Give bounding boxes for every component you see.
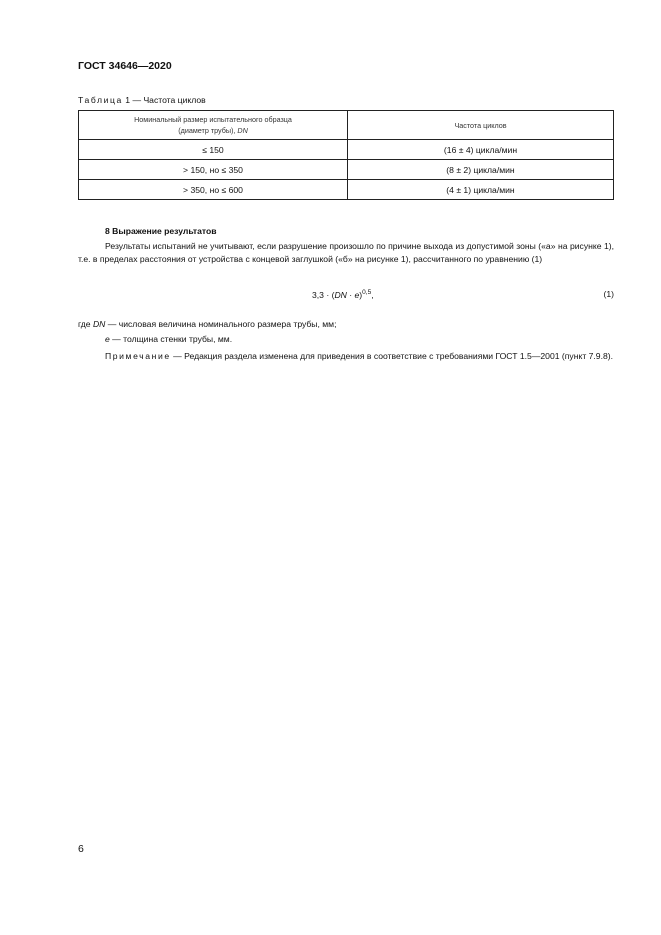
note [78,350,614,363]
equation-number: (1) [603,289,614,299]
table-cell-frequency: (8 ± 2) цикла/мин [348,160,614,180]
table-row [79,140,614,160]
page-number: 6 [78,843,84,855]
table-cell-frequency: (16 ± 4) цикла/мин [348,140,614,160]
table-caption [78,95,206,105]
table-cell-size: ≤ 150 [79,140,348,160]
table-caption-label: Таблица [78,95,123,105]
table-cell-frequency: (4 ± 1) цикла/мин [348,180,614,200]
section-title: 8 Выражение результатов [105,226,217,236]
section-paragraph: Результаты испытаний не учитывают, если разрушение произошло по причине выхода из допустимой зоны («а» на рисунке 1), т.е. в пределах расстояния от устройства с концевой заглушкой («б» на рисунке 1), рассчитанного по уравнению (1) [78,241,614,264]
note-text: — Редакция раздела изменена для приведения в соответствие с требованиями ГОСТ 1.5—2001 (пункт 7.9.8). [170,351,614,361]
definition-e: e — толщина стенки трубы, мм. [105,334,233,344]
table-cell-size: > 350, но ≤ 600 [79,180,348,200]
table-cell-size: > 150, но ≤ 350 [79,160,348,180]
header-cycle-frequency: Частота циклов [348,111,614,140]
document-header: ГОСТ 34646—2020 [78,60,172,72]
table-caption-title: 1 — Частота циклов [122,95,206,105]
header-nominal-size: Номинальный размер испытательного образца (диаметр трубы), DN [79,111,348,140]
table-row [79,180,614,200]
table-header-row [79,111,614,140]
table-row [79,160,614,180]
definition-dn: где DN — числовая величина номинального размера трубы, мм; [78,319,337,329]
formula: 3,3 · (DN · e)$^{0,5}$, [312,289,374,300]
note-label: Примечание [105,351,171,361]
cycle-frequency-table [78,110,614,200]
